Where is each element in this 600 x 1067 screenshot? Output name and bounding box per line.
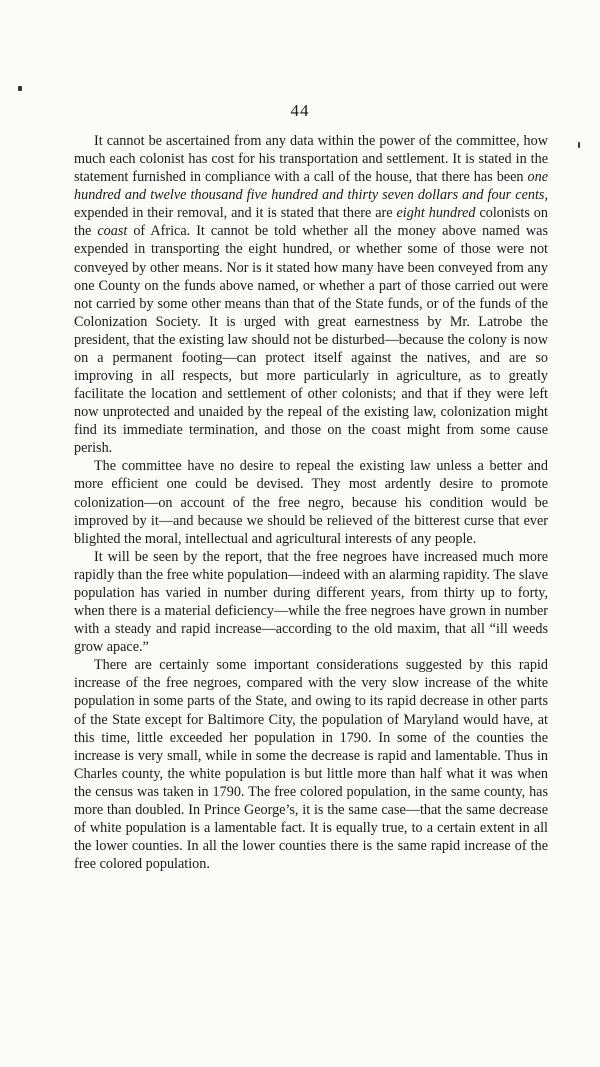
paragraph [74,132,548,457]
paragraph [74,656,548,873]
paragraph [74,548,548,656]
text-run: colonists on the [74,205,548,240]
text-run-italic: coast [97,223,128,240]
text-run-italic: eight hundred [396,205,476,222]
text-run: expended in their removal, and it is stated that there are [74,205,397,222]
page-number: 44 [290,101,310,120]
text-run: The committee have no desire to repeal the existing law unless a better and more efficient one could be devised. They most ardently desire to promote colonization—on account of the free negro, because his condition would be improved by it—and because we should be relieved of the bitterest curse that ever blighted the moral, intellectual and agricultural interests of any people. [74,458,548,547]
text-run: There are certainly some important considerations suggested by this rapid increase of the free negroes, compared with the very slow increase of the white population in some parts of the State, and owing to its rapid decrease in other parts of the State except for Baltimore City, the population of Maryland would have, at this time, little exceeded her population in 1790. In some of the counties the increase is very small, while in some the decrease is rapid and lamentable. Thus in Charles county, the white population is but little more than half what it was when the census was taken in 1790. The free colored population, in the same county, has more than doubled. In Prince George’s, it is the same case—that the same decrease of white population is a lamentable fact. It is equally true, to a certain extent in all the lower counties. In all the lower counties there is the same rapid increase of the free colored population. [74,657,548,873]
text-run-italic: one hundred and twelve thousand five hundred and thirty seven dollars and four cents, [74,169,548,204]
text-run: It cannot be ascertained from any data within the power of the committee, how much each colonist has cost for his transportation and settlement. It is stated in the statement furnished in compliance with a call of the house, that there has been [74,133,548,186]
ink-speck-right [578,142,580,148]
text-run: It will be seen by the report, that the free negroes have increased much more rapidly than the free white population—indeed with an alarming rapidity. The slave population has varied in number during different years, from thirty up to forty, when there is a material deficiency—while the free negroes have grown in number with a steady and rapid increase—according to the old maxim, that all “ill weeds grow apace.” [74,548,548,656]
paragraph [74,457,548,547]
ink-speck-left [18,86,22,91]
text-run: of Africa. It cannot be told whether all the money above named was expended in transporting the eight hundred, or whether some of those were not conveyed by other means. Nor is it stated how many have been conveyed from any one County on the funds above named, or whether a part of those carried out were not carried by some other means than that of the State funds, or of the funds of the Colonization Society. It is urged with great earnestness by Mr. Latrobe the president, that the existing law should not be disturbed—because the colony is now on a permanent footing—can protect itself against the natives, and are so improving in all respects, but more particularly in agriculture, as to greatly facilitate the location and settlement of other colonists; and that if they were left now unprotected and unaided by the repeal of the existing law, colonization might find its immediate termination, and those on the coast might from some cause perish. [74,223,548,457]
body-text [74,132,548,873]
